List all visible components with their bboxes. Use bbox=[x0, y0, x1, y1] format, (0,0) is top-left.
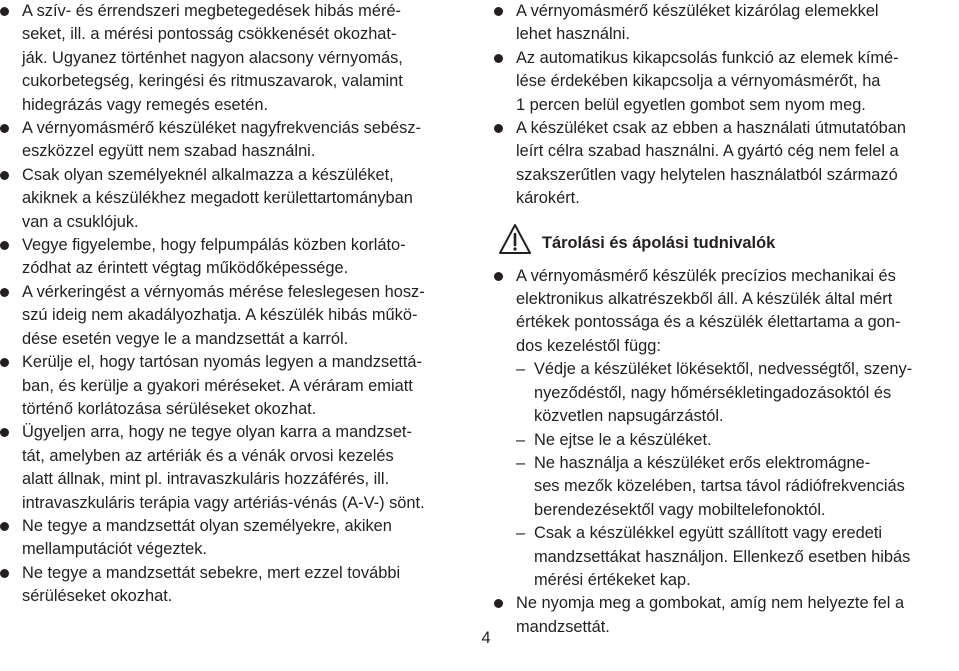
warning-triangle-icon bbox=[498, 223, 532, 255]
section-heading bbox=[494, 221, 958, 261]
bullet-icon bbox=[0, 288, 9, 297]
bullet-text: Kerülje el, hogy tartósan nyomás legyen a mandzsettá- ban, és kerülje a gyakori méréseket. A véráram emiatt történő korlátozása sérüléseket okozhat. bbox=[22, 353, 422, 418]
bullet-icon bbox=[494, 599, 503, 608]
bullet-icon bbox=[0, 569, 9, 578]
bullet-text: Csak olyan személyeknél alkalmazza a készüléket, akiknek a készülékhez megadott kerülettartományban van a csuklójuk. bbox=[22, 165, 413, 231]
bullet-icon bbox=[0, 7, 9, 16]
bullet-icon bbox=[0, 171, 9, 180]
bullet-text: Ügyeljen arra, hogy ne tegye olyan karra a mandzset- tát, amelyben az artériák és a vénák orvosi kezelés alatt állnak, mint pl. intravaszkuláris hozzáférés, ill. intravaszkuláris terápia vagy artériás-vénás (A-V-) sönt. bbox=[22, 423, 425, 512]
list-item bbox=[494, 47, 958, 117]
list-item bbox=[0, 0, 478, 117]
bullet-text: A vérnyomásmérő készüléket kizárólag elemekkel lehet használni. bbox=[516, 2, 879, 44]
list-item bbox=[494, 265, 958, 593]
bullet-text: Ne tegye a mandzsettát sebekre, mert ezzel további sérüléseket okozhat. bbox=[22, 563, 401, 606]
bullet-icon bbox=[494, 7, 503, 16]
list-item bbox=[494, 117, 958, 211]
safety-bullet-list bbox=[0, 0, 478, 609]
list-item bbox=[0, 421, 478, 515]
list-item bbox=[0, 515, 478, 562]
bullet-text: Ne tegye a mandzsettát olyan személyekre, akiken mellamputációt végeztek. bbox=[22, 516, 392, 559]
list-item bbox=[0, 562, 478, 609]
storage-bullet-list bbox=[494, 265, 958, 640]
dash-icon: – bbox=[516, 453, 526, 472]
bullet-icon bbox=[0, 124, 9, 133]
dash-item bbox=[516, 452, 958, 522]
dash-icon: – bbox=[516, 524, 526, 543]
bullet-text: A szív- és érrendszeri megbetegedések hibás méré- seket, ill. a mérési pontosság csökkenését okozhat- ják. Ugyanez történhet nagyon alacsony vérnyomás, cukorbetegség, keringési és ritmuszavarok, valamint hidegrázás vagy remegés esetén. bbox=[22, 2, 403, 114]
bullet-icon bbox=[0, 522, 9, 531]
bullet-text: Ne nyomja meg a gombokat, amíg nem helyezte fel a mandzsettát. bbox=[516, 594, 905, 636]
list-item bbox=[0, 164, 478, 234]
right-column bbox=[494, 0, 958, 639]
bullet-text: Az automatikus kikapcsolás funkció az elemek kímé- lése érdekében kikapcsolja a vérnyomásmérőt, ha 1 percen belül egyetlen gombot sem nyom meg. bbox=[516, 48, 899, 114]
care-dash-list bbox=[516, 358, 958, 592]
left-column bbox=[0, 0, 478, 609]
dash-item bbox=[516, 358, 958, 428]
bullet-text: A vérnyomásmérő készülék precízios mechanikai és elektronikus alkatrészekből áll. A készülék által mért értékek pontossága és a készülék élettartama a gon- dos kezeléstől függ: bbox=[516, 266, 901, 355]
list-item bbox=[494, 0, 958, 47]
bullet-text: A vérnyomásmérő készüléket nagyfrekvenciás sebész- eszközzel együtt nem szabad használni. bbox=[22, 119, 422, 161]
bullet-icon bbox=[0, 428, 9, 437]
dash-text: Ne ejtse le a készüléket. bbox=[534, 430, 712, 449]
list-item bbox=[0, 234, 478, 281]
dash-text: Ne használja a készüléket erős elektromágne- ses mezők közelében, tartsa távol rádiófrekvenciás berendezésektől vagy mobiltelefonoktól. bbox=[534, 453, 905, 519]
dash-icon: – bbox=[516, 360, 526, 379]
section-heading-text: Tárolási és ápolási tudnivalók bbox=[542, 233, 776, 252]
page-number: 4 bbox=[481, 629, 491, 647]
dash-text: Védje a készüléket lökésektől, nedvességtől, szeny- nyeződéstől, nagy hőmérsékletingadozásoktól és közvetlen napsugárzástól. bbox=[534, 360, 913, 426]
bullet-icon bbox=[0, 358, 9, 367]
usage-bullet-list bbox=[494, 0, 958, 211]
dash-text: Csak a készülékkel együtt szállított vagy eredeti mandzsettákat használjon. Ellenkező esetben hibás mérési értékeket kap. bbox=[534, 524, 911, 589]
dash-icon: – bbox=[516, 430, 526, 449]
bullet-icon bbox=[494, 272, 503, 281]
dash-item bbox=[516, 522, 958, 592]
bullet-icon bbox=[494, 54, 503, 63]
bullet-icon bbox=[494, 124, 503, 133]
list-item bbox=[0, 281, 478, 351]
list-item bbox=[494, 592, 958, 639]
list-item bbox=[0, 117, 478, 164]
bullet-icon bbox=[0, 241, 9, 250]
bullet-text: Vegye figyelembe, hogy felpumpálás közben korláto- zódhat az érintett végtag működőképessége. bbox=[22, 236, 406, 278]
bullet-text: A készüléket csak az ebben a használati útmutatóban leírt célra szabad használni. A gyártó cég nem felel a szakszerűtlen vagy helytelen használatból származó károkért. bbox=[516, 119, 906, 208]
bullet-text: A vérkeringést a vérnyomás mérése feleslegesen hosz- szú ideig nem akadályozhatja. A készülék hibás műkö- dése esetén vegye le a mandzsettát a karról. bbox=[22, 282, 425, 348]
dash-item bbox=[516, 429, 958, 452]
list-item bbox=[0, 351, 478, 421]
